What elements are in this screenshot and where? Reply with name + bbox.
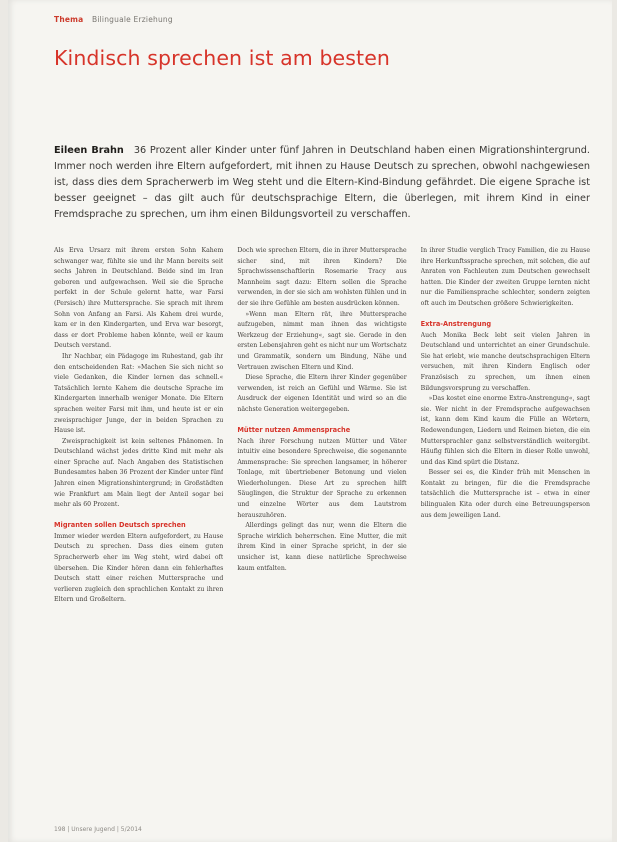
magazine-page: [8, 0, 612, 842]
author-name: Eileen Brahn: [54, 145, 124, 156]
paragraph: Ihr Nachbar, ein Pädagoge im Ruhestand, gab ihr den entscheidenden Rat: »Machen Sie sich nicht so viele Gedanken, die Kinder lernen das schnell.« Tatsächlich lernte Kahem die deutsche Sprache im Kindergarten innerhalb weniger Monate. Die Eltern sprachen weiter Farsi mit ihm, und heute ist er ein zweisprachiger Junge, der in beiden Sprachen zu Hause ist.: [54, 352, 224, 435]
paragraph: »Das kostet eine enorme Extra-Anstrengung«, sagt sie. Wer nicht in der Fremdsprache aufgewachsen ist, kann dem Kind kaum die Fülle an Wörtern, Redewendungen, Liedern und Reimen bieten, die ein Muttersprachler ganz selbstverständlich weitergibt. Häufig fühlen sich die Eltern in dieser Rolle unwohl, und das Kind spürt die Distanz.: [420, 395, 590, 466]
subheading: Extra-Anstrengung: [420, 319, 492, 328]
column-2: [237, 246, 406, 806]
article-lead: [54, 143, 590, 223]
topic-label: Bilinguale Erziehung: [92, 15, 173, 24]
page-footer: 198 | Unsere Jugend | 5/2014: [54, 826, 142, 833]
paragraph: Besser sei es, die Kinder früh mit Menschen in Kontakt zu bringen, für die die Fremdsprache tatsächlich die Muttersprache ist – etwa in einer bilingualen Kita oder durch eine Betreuungsperson aus dem jeweiligen Land.: [420, 469, 590, 519]
paragraph: Diese Sprache, die Eltern ihrer Kinder gegenüber verwenden, ist reich an Gefühl und Wärme. Sie ist Ausdruck der eigenen Identität und wird so an die nächste Generation weitergegeben.: [237, 374, 407, 413]
paragraph: Zweisprachigkeit ist kein seltenes Phänomen. In Deutschland wächst jedes dritte Kind mit mehr als einer Sprache auf. Nach Angaben des Statistischen Bundesamtes haben 36 Prozent der Kinder unter fünf Jahren einen Migrationshintergrund; in Großstädten wie Frankfurt am Main liegt der Anteil sogar bei mehr als 60 Prozent.: [54, 437, 224, 509]
subheading: Mütter nutzen Ammensprache: [237, 425, 351, 434]
subheading: Migranten sollen Deutsch sprechen: [54, 520, 186, 529]
paragraph: Nach ihrer Forschung nutzen Mütter und Väter intuitiv eine besondere Sprechweise, die sogenannte Ammensprache: Sie sprechen langsamer, in höherer Tonlage, mit übertriebener Betonung und vielen Wiederholungen. Diese Art zu sprechen hilft Säuglingen, die Struktur der Sprache zu erkennen und einzelne Wörter aus dem Lautstrom herauszuhören.: [237, 437, 407, 519]
paragraph: »Wenn man Eltern rät, ihre Muttersprache aufzugeben, nimmt man ihnen das wichtigste Werkzeug der Erziehung«, sagt sie. Gerade in den ersten Lebensjahren geht es nicht nur um Wortschatz und Grammatik, sondern um Bindung, Nähe und Vertrauen zwischen Eltern und Kind.: [237, 310, 407, 371]
paragraph: Doch wie sprechen Eltern, die in ihrer Muttersprache sicher sind, mit ihren Kindern? Die Sprachwissenschaftlerin Rosemarie Tracy aus Mannheim sagt dazu: Eltern sollen die Sprache verwenden, in der sie sich am wohlsten fühlen und in der sie ihre Gefühle am besten ausdrücken können.: [237, 247, 407, 307]
article-body: [54, 246, 590, 806]
running-header: [54, 15, 173, 24]
paragraph: Allerdings gelingt das nur, wenn die Eltern die Sprache wirklich beherrschen. Eine Mutter, die mit ihrem Kind in einer Sprache spricht, in der sie unsicher ist, kann diese natürliche Sprechweise kaum entfalten.: [237, 522, 407, 572]
paragraph: Als Erva Ursarz mit ihrem ersten Sohn Kahem schwanger war, fühlte sie und ihr Mann bereits seit sechs Jahren in Deutschland. Beide sind im Iran geboren und aufgewachsen. Weil sie die Sprache perfekt in der Schule gelernt hatte, war Farsi (Persisch) ihre Muttersprache. Sie sprach mit ihrem Sohn von Anfang an Farsi. Als Kahem drei wurde, kam er in den Kindergarten, und Erva war besorgt, dass er dort Probleme haben könnte, weil er kaum Deutsch verstand.: [54, 247, 224, 350]
section-label: Thema: [54, 15, 84, 24]
article-title: Kindisch sprechen ist am besten: [54, 46, 390, 70]
paragraph: In ihrer Studie verglich Tracy Familien, die zu Hause ihre Herkunftssprache sprechen, mit solchen, die auf Anraten von Fachleuten zum Deutschen gewechselt hatten. Die Kinder der zweiten Gruppe lernten nicht nur die Familiensprache schlechter, sondern zeigten oft auch im Deutschen größere Schwierigkeiten.: [420, 247, 590, 307]
lead-text: 36 Prozent aller Kinder unter fünf Jahren in Deutschland haben einen Migrationshintergrund. Immer noch werden ihre Eltern aufgefordert, mit ihnen zu Hause Deutsch zu sprechen, obwohl nachgewiesen ist, dass dies dem Spracherwerb im Weg steht und die Eltern-Kind-Bindung gefährdet. Die eigene Sprache ist besser geeignet – das gilt auch für deutschsprachige Eltern, die überlegen, mit ihrem Kind in einer Fremdsprache zu sprechen, um ihm einen Bildungsvorteil zu verschaffen.: [54, 145, 590, 220]
column-1: [54, 246, 223, 806]
column-3: [421, 246, 590, 806]
paragraph: Immer wieder werden Eltern aufgefordert, zu Hause Deutsch zu sprechen. Dass dies einem guten Spracherwerb eher im Weg steht, wird dabei oft übersehen. Die Kinder hören dann ein fehlerhaftes Deutsch statt einer reichen Muttersprache und verlieren zugleich den sprachlichen Kontakt zu ihren Eltern und Großeltern.: [54, 532, 224, 604]
paragraph: Auch Monika Beck lebt seit vielen Jahren in Deutschland und unterrichtet an einer Grundschule. Sie hat erlebt, wie manche deutschsprachigen Eltern versuchen, mit ihren Kindern Englisch oder Französisch zu sprechen, um ihnen einen Bildungsvorsprung zu verschaffen.: [420, 331, 590, 392]
